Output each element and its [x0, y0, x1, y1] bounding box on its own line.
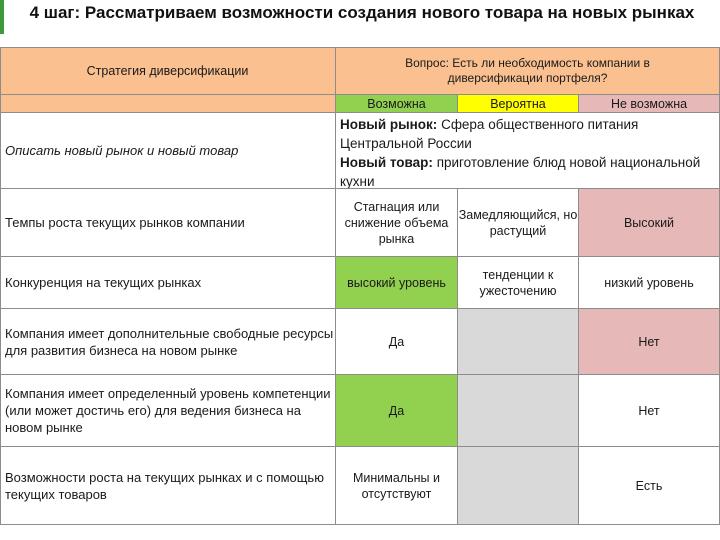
growth-likely-cell — [458, 189, 579, 257]
option-possible-header — [336, 95, 458, 113]
competition-possible-cell — [336, 257, 458, 309]
describe-row-content-cell — [336, 113, 720, 189]
options-row-spacer — [0, 95, 336, 113]
option-likely-label: Вероятна — [490, 96, 546, 111]
resources-impossible-cell — [579, 309, 720, 375]
growth-possible-cell — [336, 189, 458, 257]
title-accent-bar — [0, 0, 4, 34]
option-possible-label: Возможна — [367, 96, 426, 111]
opportunities-likely-cell — [458, 447, 579, 525]
page-title: 4 шаг: Рассматриваем возможности создания нового товара на новых рынках — [29, 3, 695, 22]
cell-value: высокий уровень — [347, 275, 446, 290]
cell-value: Высокий — [623, 215, 675, 230]
row-label: Компания имеет дополнительные свободные ресурсы для развития бизнеса на новом рынке — [5, 325, 334, 358]
cell-value: Нет — [638, 334, 660, 349]
table-row-opportunities-label-cell — [0, 447, 336, 525]
cell-value: Замедляющийся, но растущий — [458, 207, 578, 238]
row-label: Конкуренция на текущих рынках — [5, 275, 202, 290]
competition-impossible-cell — [579, 257, 720, 309]
table-row-growth-label-cell — [0, 189, 336, 257]
cell-value: тенденции к ужесточению — [479, 267, 557, 298]
cell-value: низкий уровень — [604, 275, 694, 290]
competence-impossible-cell — [579, 375, 720, 447]
opportunities-impossible-cell — [579, 447, 720, 525]
cell-value: Есть — [635, 478, 663, 493]
new-market-line — [340, 115, 715, 153]
row-label: Возможности роста на текущих рынках и с помощью текущих товаров — [5, 469, 324, 502]
cell-value: Стагнация или снижение объема рынка — [344, 199, 449, 246]
competence-possible-cell — [336, 375, 458, 447]
strategy-header-label: Стратегия диверсификации — [86, 63, 249, 78]
option-impossible-label: Не возможна — [610, 96, 688, 111]
table-row-resources-label-cell — [0, 309, 336, 375]
describe-row-label-cell — [0, 113, 336, 189]
competition-likely-cell — [458, 257, 579, 309]
cell-value: Да — [388, 403, 405, 418]
row-label: Темпы роста текущих рынков компании — [5, 215, 245, 230]
new-market-text: Сфера общественного питания Центральной России — [340, 117, 639, 151]
describe-row-label: Описать новый рынок и новый товар — [5, 143, 239, 158]
competence-likely-cell — [458, 375, 579, 447]
table-row-competence-label-cell — [0, 375, 336, 447]
new-market-prefix: Новый рынок: — [340, 117, 438, 132]
resources-likely-cell — [458, 309, 579, 375]
cell-value: Да — [388, 334, 405, 349]
new-product-prefix: Новый товар: — [340, 155, 433, 170]
question-header-cell — [336, 47, 720, 95]
option-impossible-header — [579, 95, 720, 113]
cell-value: Минимальны и отсутствуют — [353, 470, 440, 501]
row-label: Компания имеет определенный уровень компетенции (или может достичь его) для ведения бизнеса на новом рынке — [5, 386, 331, 435]
strategy-header-cell — [0, 47, 336, 95]
new-product-line — [340, 153, 715, 189]
cell-value: Нет — [638, 403, 660, 418]
growth-impossible-cell — [579, 189, 720, 257]
opportunities-possible-cell — [336, 447, 458, 525]
option-likely-header — [458, 95, 579, 113]
resources-possible-cell — [336, 309, 458, 375]
question-header-text: Вопрос: Есть ли необходимость компании в диверсификации портфеля? — [405, 55, 650, 85]
diversification-table — [0, 47, 720, 525]
table-row-competition-label-cell — [0, 257, 336, 309]
new-product-text: приготовление блюд новой национальной кухни — [340, 155, 701, 189]
